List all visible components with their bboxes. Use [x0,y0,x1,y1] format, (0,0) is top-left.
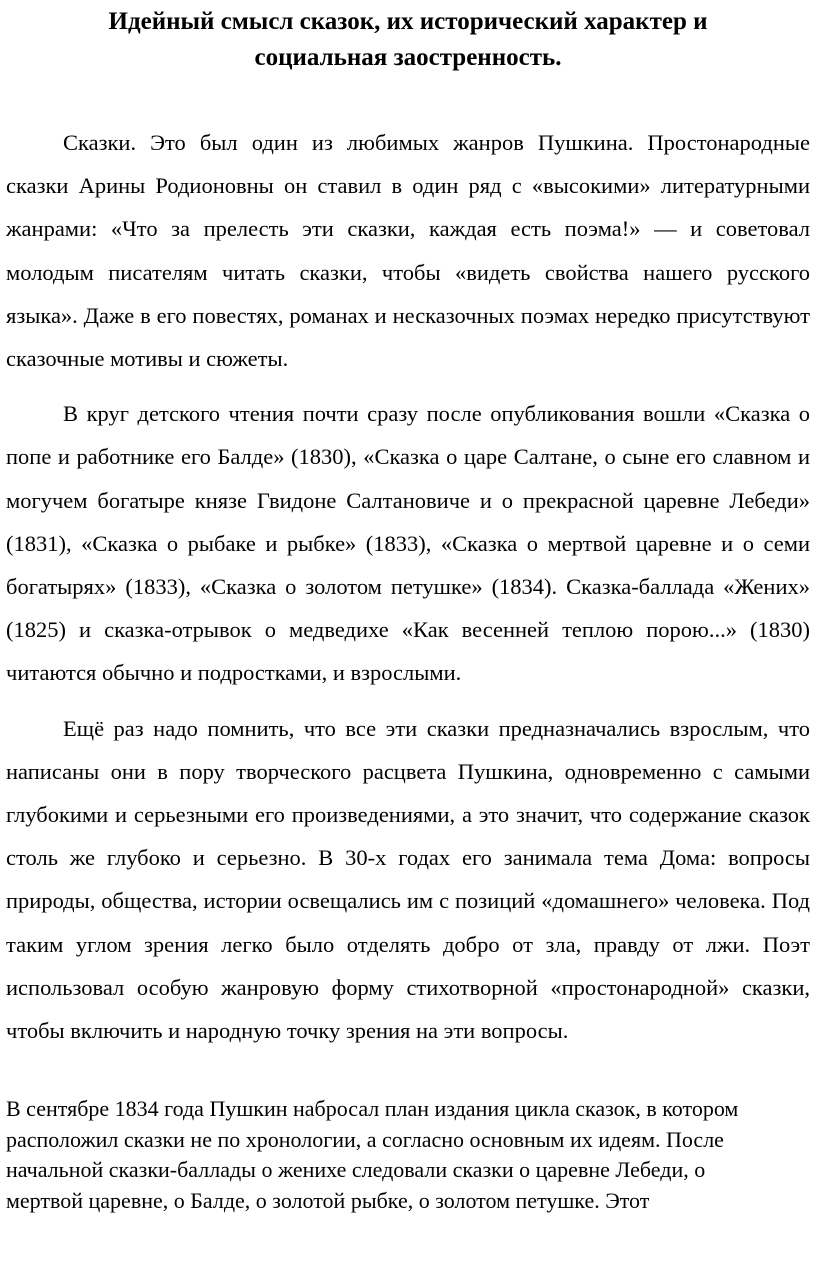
document-title [0,4,816,76]
title-line-1: Идейный смысл сказок, их исторический характер и [108,8,708,35]
paragraph-2: В круг детского чтения почти сразу после опубликования вошли «Сказка о попе и работнике его Балде» (1830), «Сказка о царе Салтане, о сыне его славном и могучем богатыре князе Гвидоне Салтановиче и о прекрасной царевне Лебеди» (1831), «Сказка о рыбаке и рыбке» (1833), «Сказка о мертвой царевне и о семи богатырях» (1833), «Сказка о золотом петушке» (1834). Сказка-баллада «Жених» (1825) и сказка-отрывок о медведихе «Как весенней теплою порою...» (1830) читаются обычно и подростками, и взрослыми. [6,401,810,686]
paragraph-4: В сентябре 1834 года Пушкин набросал план издания цикла сказок, в котором расположил сказки не по хронологии, а согласно основным их идеям. После начальной сказки-баллады о женихе следовали сказки о царевне Лебеди, о мертвой царевне, о Балде, о золотой рыбке, о золотом петушке. Этот [6,1096,739,1213]
paragraph-1: Сказки. Это был один из любимых жанров Пушкина. Простонародные сказки Арины Родионовны он ставил в один ряд с «высокими» литературными жанрами: «Что за прелесть эти сказки, каждая есть поэма!» — и советовал молодым писателям читать сказки, чтобы «видеть свойства нашего русского языка». Даже в его повестях, романах и несказочных поэмах нередко присутствуют сказочные мотивы и сюжеты. [6,130,810,372]
title-line-2: социальная заостренность. [254,44,562,71]
document-body [6,121,810,1052]
paragraph-3: Ещё раз надо помнить, что все эти сказки предназначались взрослым, что написаны они в пору творческого расцвета Пушкина, одновременно с самыми глубокими и серьезными его произведениями, а это значит, что содержание сказок столь же глубоко и серьезно. В 30-х годах его занимала тема Дома: вопросы природы, общества, истории освещались им с позиций «домашнего» человека. Под таким углом зрения легко было отделять добро от зла, правду от лжи. Поэт использовал особую жанровую форму стихотворной «простонародной» сказки, чтобы включить и народную точку зрения на эти вопросы. [6,715,810,1044]
